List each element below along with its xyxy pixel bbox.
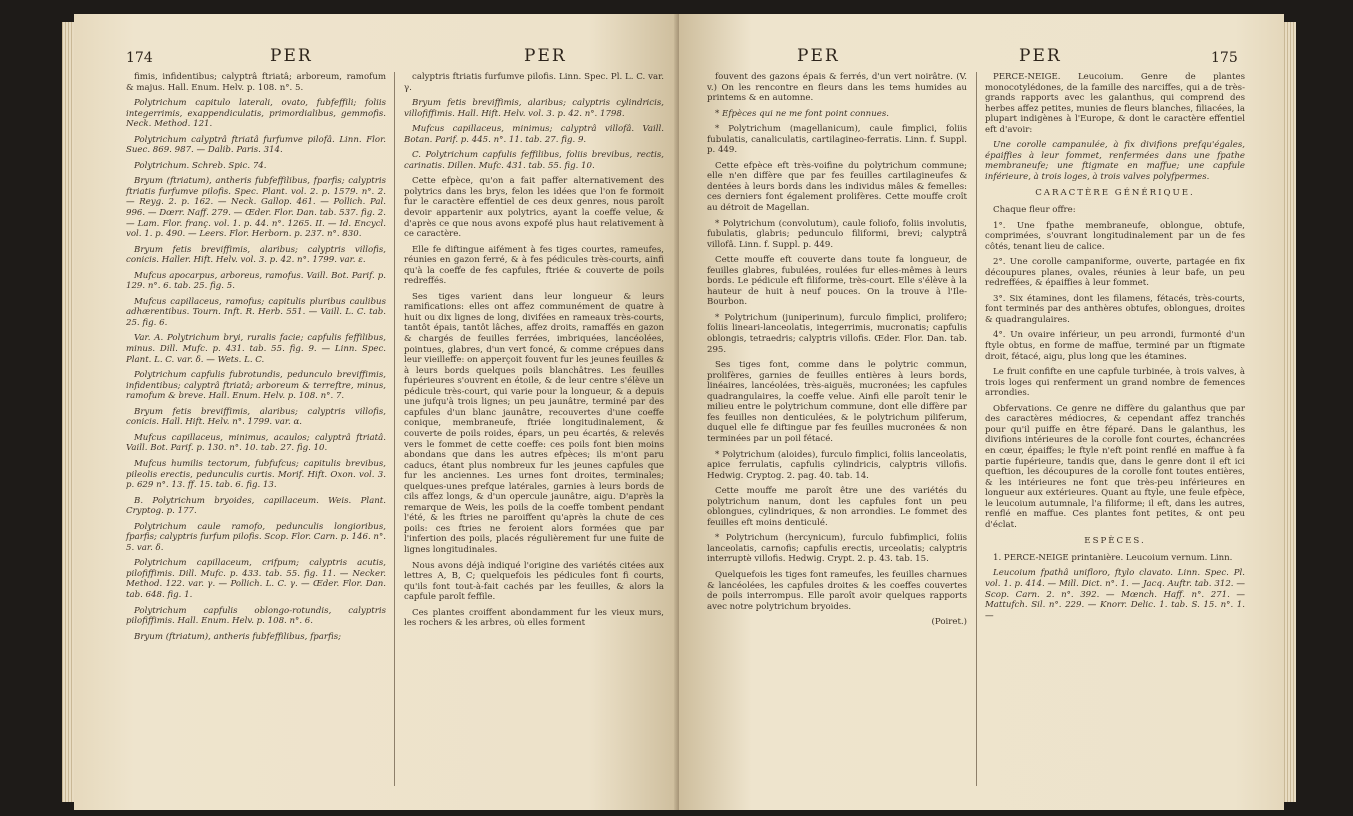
paragraph: Nous avons déjà indiqué l'origine des variétés citées aux lettres A, B, C; quelquefois les pédicules font fi courts, qu'ils font tout-à-fait cachés par les feuilles, & alors la capfule paroît feffile. [404, 560, 664, 603]
paragraph: Une corolle campanulée, à fix divifions prefqu'égales, épaiffies à leur fommet, renfermées dans une fpathe membraneufe; une ftigmate en maffue; une capfule inférieure, à trois loges, à trois valves polyfpermes. [985, 140, 1245, 182]
paragraph: Mufcus humilis tectorum, fubfufcus; capitulis brevibus, pileolis erectis, pedunculis curtis. Morif. Hift. Oxon. vol. 3. p. 629 n°. 13. ff. 15. tab. 6. fig. 13. [126, 458, 386, 491]
left-running-head-2: PER [524, 46, 567, 66]
paragraph: CARACTÈRE GÉNÉRIQUE. [1035, 188, 1195, 199]
paragraph: Le fruit confifte en une capfule turbinée, à trois valves, à trois loges qui renferment un grand nombre de femences arrondies. [985, 367, 1245, 399]
paragraph: * Polytrichum (magellanicum), caule fimplici, foliis fubulatis, canaliculatis, cartilagineo-ferratis. Linn. f. Suppl. p. 449. [707, 124, 967, 156]
paragraph: Polytrichum capitulo laterali, ovato, fubfeffili; foliis integerrimis, exappendiculatis, primordialibus, gemmofis. Neck. Method. 121. [126, 98, 386, 130]
right-column-1 [707, 72, 967, 633]
paragraph: ESPÈCES. [1084, 536, 1146, 547]
paragraph: Polytrichum. Schreb. Spic. 74. [134, 160, 267, 171]
paragraph: Quelquefois les tiges font rameufes, les feuilles charnues & lancéolées, les capfules droites & les coeffes couvertes de poils interrompus. Elle paroît avoir quelques rapports avec notre polytrichum bryoides. [707, 569, 967, 612]
paragraph: Elle fe diftingue aifément à fes tiges courtes, rameufes, réunies en gazon ferré, & à fes pédicules très-courts, ainfi qu'à la coeffe de fes capfules, ftriée & couverte de poils redreffés. [404, 244, 664, 287]
column-rule [976, 72, 977, 786]
paragraph: calyptris ftriatis furfumve pilofis. Linn. Spec. Pl. L. C. var. γ. [404, 72, 664, 93]
paragraph: Polytrichum capfulis oblongo-rotundis, calyptris pilofiffimis. Hall. Enum. Helv. p. 108. n°. 6. [126, 605, 386, 627]
paragraph: Mufcus capillaceus, minimus, acaulos; calyptrâ ftriatâ. Vaill. Bot. Parif. p. 130. n°. 10. tab. 27. fig. 10. [126, 432, 386, 454]
paragraph: Bryum (ftriatum), antheris fubfeffilibus, fparfis; [134, 631, 342, 642]
paragraph: 3°. Six étamines, dont les filamens, fétacés, très-courts, font terminés par des anthères obtufes, oblongues, droites & quadrangulaires. [985, 293, 1245, 325]
paragraph: Polytrichum caule ramofo, pedunculis longioribus, fparfis; calyptris furfum pilofis. Scop. Flor. Carn. p. 146. n°. 5. var. δ. [126, 521, 386, 553]
paragraph: PERCE-NEIGE. Leucoium. Genre de plantes monocotylédones, de la famille des narciffes, qui a de très-grands rapports avec les galanthus, qui comprend des herbes affez petites, munies de fleurs blanches, filiacées, la plupart indigènes à l'Europe, & dont le caractère effentiel eft d'avoir: [985, 72, 1245, 135]
paragraph: Cette efpèce, qu'on a fait paffer alternativement des polytrics dans les brys, felon les idées que l'on fe formoit fur le caractère effentiel de ces deux genres, nous paroît devoir appartenir aux polytrics, ayant la coeffe velue, & d'après ce que nous avons expofé plus haut relativement à ce caractère. [404, 176, 664, 240]
paragraph: Ses tiges font, comme dans le polytric commun, prolifères, garnies de feuilles entières à leurs bords, linéaires, lancéolées, très-aiguës, mucronées; les capfules quadrangulaires, la coeffe velue. Ainfi elle paroît tenir le milieu entre le polytrichum commune, dont elle diffère par fes feuilles non denticulées, & le polytrichum piliferum, duquel elle fe diftingue par fes feuilles mucronées & non terminées par un poil fétacé. [707, 360, 967, 444]
paragraph: 1°. Une fpathe membraneufe, oblongue, obtufe, comprimées, s'ouvrant longitudinalement par un de fes côtés, tenant lieu de calice. [985, 220, 1245, 252]
paragraph: Polytrichum capillaceum, crifpum; calyptris acutis, pilofiffimis. Dill. Mufc. p. 433. tab. 55. fig. 11. — Necker. Method. 122. var. γ. — Pollich. L. C. γ. — Œder. Flor. Dan. tab. 648. fig. 1. [126, 558, 386, 600]
left-column-2 [404, 72, 664, 634]
paragraph: Obfervations. Ce genre ne diffère du galanthus que par des caractères médiocres, & cependant affez tranchés pour qu'il puiffe en être féparé. Dans le galanthus, les divifions intérieures de la corolle font courtes, échancrées en cœur, épaiffes; le ftyle n'eft point renflé en maffue à fa partie fupérieure, tandis que, dans le genre dont il eft ici queftion, les découpures de la corolle font toutes entières, & les intérieures ne font que très-peu inférieures en longueur aux extérieures. Quant au ftyle, une feule efpèce, le leucoium autumnale, l'a filiforme; il eft, dans les autres, renflé en maffue. Ces plantes font petites, & ont peu d'éclat. [985, 403, 1245, 530]
paragraph: Chaque fleur offre: [993, 205, 1076, 216]
paragraph: Polytrichum calyptrâ ftriatâ furfumve pilofâ. Linn. Flor. Suec. 869. 987. — Dalib. Paris. 314. [126, 134, 386, 156]
paragraph: Cette mouffe me paroît être une des variétés du polytrichum nanum, dont les capfules font un peu oblongues, cylindriques, & non arrondies. Le fommet des feuilles eft moins denticulé. [707, 486, 967, 528]
paragraph: Bryum fetis breviffimis, alaribus; calyptris villofis, conicis. Haller. Hift. Helv. vol. 3. p. 42. n°. 1799. var. ε. [126, 244, 386, 266]
column-rule [394, 72, 395, 786]
paragraph: Var. A. Polytrichum bryi, ruralis facie; capfulis feffilibus, minus. Dill. Mufc. p. 431. tab. 55. fig. 9. — Linn. Spec. Plant. L. C. var. δ. — Wets. L. C. [126, 333, 386, 365]
paragraph: * Polytrichum (hercynicum), furculo fubfimplici, foliis lanceolatis, carnofis; capfulis erectis, urceolatis; calyptris interruptè villofis. Hedwig. Crypt. 2. p. 43. tab. 15. [707, 533, 967, 565]
right-page-edges [1284, 22, 1296, 802]
paragraph: Bryum fetis breviffimis, alaribus; calyptris villofis, conicis. Hall. Hift. Helv. n°. 1799. var. α. [126, 406, 386, 428]
paragraph: Mufcus apocarpus, arboreus, ramofus. Vaill. Bot. Parif. p. 129. n°. 6. tab. 25. fig. 5. [126, 270, 386, 292]
paragraph: Ses tiges varient dans leur longueur & leurs ramifications: elles ont affez communément de quatre à huit ou dix lignes de long, divifées en rameaux très-courts, tantôt épais, tantôt lâches, affez droits, ramaffés en gazon & chargés de feuilles ferrées, imbriquées, lancéolées, pointues, glabres, d'un vert foncé, & comme crépues dans leur vieilleffe: on apperçoit fouvent fur les jeunes feuilles & à leurs bords quelques poils blanchâtres. Les feuilles fupérieures s'ouvrent en étoile, & de leur centre s'élève un pédicule très-court, qui varie pour la longueur, & a depuis une jufqu'à trois lignes; un peu jaunâtre, terminé par des capfules d'un blanc jaunâtre, recouvertes d'une coeffe conique, membraneufe, ftriée longitudinalement, & couverte de poils roides, épars, un peu écartés, & relevés vers le fommet de cette coeffe: ces poils font bien moins abondans que dans les autres efpèces; ils m'ont paru caducs, étant plus nombreux fur les jeunes capfules que fur les anciennes. Les urnes font droites, terminales; quelques-unes prefque latérales, garnies à leurs bords de cils affez longs, & d'un opercule jaunâtre, aigu. D'après la remarque de Weis, les poils de la coeffe tombent pendant l'été, & les ftries ne paroiffent qu'après la chute de ces poils: ces ftries ne feroient alors formées que par l'infertion des poils, placés régulièrement fur une fuite de lignes longitudinales. [404, 291, 664, 555]
paragraph: Ces plantes croiffent abondamment fur les vieux murs, les rochers & les arbres, où elles forment [404, 607, 664, 629]
left-column-1 [126, 72, 386, 647]
paragraph: Cette efpèce eft très-voifine du polytrichum commune; elle n'en diffère que par fes feuilles cartilagineufes & dentées à leurs bords dans les individus mâles & femelles: ces derniers font également prolifères. Cette mouffe croît au détroit de Magellan. [707, 160, 967, 214]
right-page-number: 175 [1211, 50, 1238, 66]
right-column-2 [985, 72, 1245, 626]
paragraph: fouvent des gazons épais & ferrés, d'un vert noirâtre. (V. v.) On les rencontre en fleurs dans les tems humides au printems & en automne. [707, 72, 967, 104]
paragraph: * Polytrichum (convolutum), caule foliofo, foliis involutis, fubulatis, glabris; pedunculo filiformi, brevi; calyptrâ villofâ. Linn. f. Suppl. p. 449. [707, 218, 967, 250]
paragraph: fimis, infidentibus; calyptrâ ftriatâ; arboreum, ramofum & majus. Hall. Enum. Helv. p. 108. n°. 5. [126, 72, 386, 93]
left-page-number: 174 [126, 50, 153, 66]
paragraph: * Polytrichum (juniperinum), furculo fimplici, prolifero; foliis lineari-lanceolatis, integerrimis, mucronatis; capfulis oblongis, tetraedris; calyptris villofis. Œder. Flor. Dan. tab. 295. [707, 312, 967, 355]
right-page [679, 14, 1284, 810]
paragraph: C. Polytrichum capfulis feffilibus, foliis brevibus, rectis, carinatis. Dillen. Mufc. 431. tab. 55. fig. 10. [404, 150, 664, 171]
paragraph: B. Polytrichum bryoides, capillaceum. Weis. Plant. Cryptog. p. 177. [126, 495, 386, 517]
left-page-edges [62, 22, 74, 802]
paragraph: Bryum (ftriatum), antheris fubfeffilibus, fparfis; calyptris ftriatis furfumve pilofis. Spec. Plant. vol. 2. p. 1579. n°. 2. — Reyg. 2. p. 162. — Neck. Gallop. 461. — Pollich. Pal. 996. — Dœrr. Naff. 279. — Œder. Flor. Dan. tab. 537. fig. 2. — Lam. Flor. franç. vol. 1. p. 44. n°. 1265. II. — Id. Encycl. vol. 1. p. 490. — Leers. Flor. Herborn. p. 237. n°. 830. [126, 176, 386, 240]
left-running-head-1: PER [270, 46, 313, 66]
paragraph: 1. PERCE-NEIGE printanière. Leucoium vernum. Linn. [993, 552, 1233, 563]
paragraph: Mufcus capillaceus, minimus; calyptrâ villofâ. Vaill. Botan. Parif. p. 445. n°. 11. tab. 27. fig. 9. [404, 124, 664, 145]
left-page [74, 14, 679, 810]
paragraph: Mufcus capillaceus, ramofus; capitulis pluribus caulibus adhærentibus. Tourn. Inft. R. Herb. 551. — Vaill. L. C. tab. 25. fig. 6. [126, 296, 386, 328]
paragraph: Leucoium fpathâ unifloro, ftylo clavato. Linn. Spec. Pl. vol. 1. p. 414. — Mill. Dict. n°. 1. — Jacq. Auftr. tab. 312. — Scop. Carn. 2. n°. 392. — Mœnch. Haff. n°. 271. — Mattufch. Sil. n°. 229. — Knorr. Delic. 1. tab. S. 15. n°. 1. — [985, 568, 1245, 621]
right-running-head-2: PER [1019, 46, 1062, 66]
right-running-head-1: PER [797, 46, 840, 66]
paragraph: 4°. Un ovaire inférieur, un peu arrondi, furmonté d'un ftyle obtus, en forme de maffue, terminé par un ftigmate droit, fétacé, aigu, plus long que les étamines. [985, 330, 1245, 362]
paragraph: 2°. Une corolle campaniforme, ouverte, partagée en fix découpures planes, ovales, réunies à leur bafe, un peu redreffées, & épaiffies à leur fommet. [985, 257, 1245, 289]
paragraph: (Poiret.) [931, 617, 967, 628]
paragraph: Bryum fetis breviffimis, alaribus; calyptris cylindricis, villofiffimis. Hall. Hift. Helv. vol. 3. p. 42. n°. 1798. [404, 98, 664, 119]
paragraph: * Efpèces qui ne me font point connues. [715, 108, 889, 119]
open-book [62, 14, 1296, 810]
paragraph: Cette mouffe eft couverte dans toute fa longueur, de feuilles glabres, fubulées, roulées fur elles-mêmes à leurs bords. Le pédicule eft filiforme, très-court. Elle s'élève à la hauteur de huit à neuf pouces. On la trouve à l'Ile-Bourbon. [707, 255, 967, 308]
paragraph: Polytrichum capfulis fubrotundis, pedunculo breviffimis, infidentibus; calyptrâ ftriatâ; arboreum & terreftre, minus, ramofum & breve. Hall. Enum. Helv. p. 108. n°. 7. [126, 370, 386, 402]
paragraph: * Polytrichum (aloides), furculo fimplici, foliis lanceolatis, apice ferrulatis, capfulis cylindricis, calyptris villofis. Hedwig. Cryptog. 2. pag. 40. tab. 14. [707, 449, 967, 481]
